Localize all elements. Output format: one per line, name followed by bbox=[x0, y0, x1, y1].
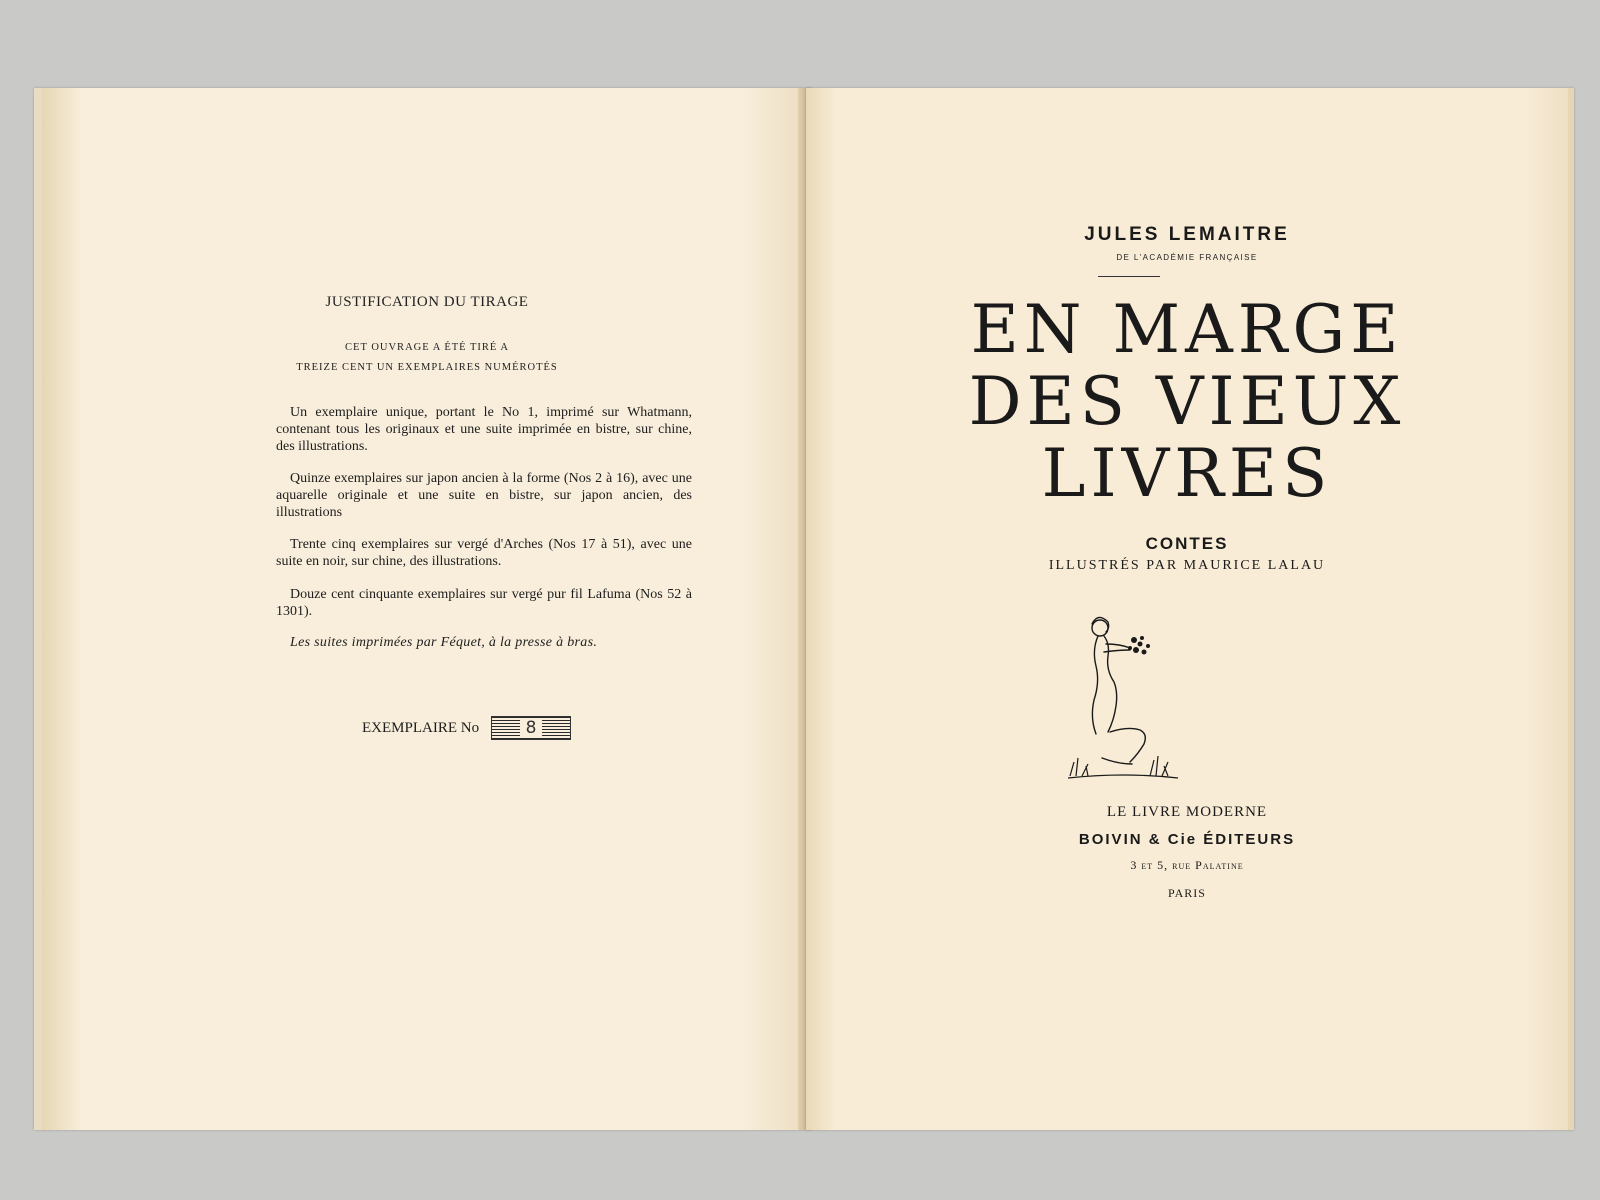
edition-paragraph: Quinze exemplaires sur japon ancien à la forme (Nos 2 à 16), avec une aquarelle originale et une suite en bistre, sur japon ancien, des illustrations bbox=[276, 471, 692, 520]
illustrator-line: ILLUSTRÉS PAR MAURICE LALAU bbox=[1048, 558, 1326, 573]
woman-with-flowers-illustration bbox=[1064, 608, 1184, 788]
genre-label: CONTES bbox=[1145, 534, 1229, 553]
copy-number-row bbox=[362, 716, 571, 740]
title-line-3: LIVRES bbox=[1041, 435, 1333, 512]
edition-paragraph: Douze cent cinquante exemplaires sur vergé pur fil Lafuma (Nos 52 à 1301). bbox=[276, 587, 692, 619]
copy-number-box bbox=[491, 716, 571, 740]
title-line-1: EN MARGE bbox=[970, 291, 1404, 368]
copy-number: 8 bbox=[520, 718, 543, 738]
edition-paragraph: Un exemplaire unique, portant le No 1, imprimé sur Whatmann, contenant tous les originaux et une suite imprimée en bistre, sur chine, des illustrations. bbox=[276, 405, 692, 454]
right-page bbox=[806, 88, 1574, 1130]
printer-note: Les suites imprimées par Féquet, à la presse à bras. bbox=[290, 635, 598, 650]
academy-line: DE L'ACADÉMIE FRANÇAISE bbox=[1116, 253, 1258, 262]
edition-paragraph: Trente cinq exemplaires sur vergé d'Arches (Nos 17 à 51), avec une suite en noir, sur chine, des illustrations. bbox=[276, 537, 692, 569]
publisher-name: BOIVIN & Cie ÉDITEURS bbox=[1078, 831, 1296, 848]
title-rule bbox=[1098, 276, 1160, 277]
author-name: JULES LEMAITRE bbox=[1084, 224, 1290, 245]
edition-subtitle-line1: CET OUVRAGE A ÉTÉ TIRÉ A bbox=[345, 342, 509, 353]
title-line-2: DES VIEUX bbox=[968, 363, 1406, 440]
justification-title: JUSTIFICATION DU TIRAGE bbox=[325, 294, 529, 310]
publisher-city: PARIS bbox=[1168, 886, 1206, 900]
left-page bbox=[34, 88, 812, 1130]
publisher-address: 3 et 5, rue Palatine bbox=[1130, 858, 1244, 872]
book-title bbox=[806, 291, 1568, 512]
series-name: LE LIVRE MODERNE bbox=[1106, 804, 1268, 820]
copy-label: EXEMPLAIRE No bbox=[362, 719, 480, 736]
open-book bbox=[34, 88, 1568, 1130]
edition-subtitle-line2: TREIZE CENT UN EXEMPLAIRES NUMÉROTÉS bbox=[296, 362, 558, 373]
